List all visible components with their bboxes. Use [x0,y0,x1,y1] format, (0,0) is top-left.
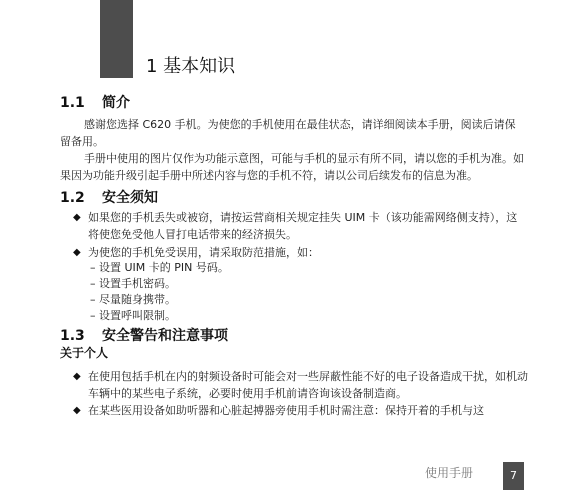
chapter-bar [100,0,133,78]
chapter-title: 1 基本知识 [146,56,236,77]
diamond-bullet-icon: ◆ [73,405,81,416]
section-number: 1.1 [60,95,85,111]
dash-item: – 设置手机密码。 [90,277,176,290]
list-item-text: 为使您的手机免受误用，请采取防范措施，如： [88,246,319,259]
list-item-text: 在某些医用设备如助听器和心脏起搏器旁使用手机时需注意：保持开着的手机与这 [88,404,484,417]
section-title: 安全须知 [102,190,158,206]
paragraph: 感谢您选择 C620 手机。为使您的手机使用在最佳状态，请详细阅读本手册，阅读后请保留备用。 [60,118,516,148]
diamond-bullet-icon: ◆ [73,212,81,223]
dash-item-text: 尽量随身携带。 [99,293,176,306]
dash-item: – 设置呼叫限制。 [90,309,176,322]
section-number: 1.2 [60,190,85,206]
dash-item: – 尽量随身携带。 [90,293,176,306]
section-heading-safety [60,188,158,208]
diamond-bullet-icon: ◆ [73,247,81,258]
section-title: 简介 [102,95,130,111]
subsection-title: 关于个人 [60,346,109,360]
section-heading-intro [60,93,130,113]
list-item [73,244,528,261]
section-heading-warnings [60,326,228,346]
dash-item-text: 设置呼叫限制。 [99,309,176,322]
footer-label: 使用手册 [425,466,474,480]
page-number: 7 [503,462,524,490]
dash-item-text: 设置 UIM 卡的 PIN 号码。 [99,261,229,274]
list-item [73,402,528,419]
section-title: 安全警告和注意事项 [102,328,228,344]
section-number: 1.3 [60,328,85,344]
list-item-text: 如果您的手机丢失或被窃，请按运营商相关规定挂失 UIM 卡（该功能需网络侧支持），这将使您免受他人冒打电话带来的经济损失。 [88,211,518,241]
dash-item: – 设置 UIM 卡的 PIN 号码。 [90,261,229,274]
list-item [73,368,528,402]
list-item-text: 在使用包括手机在内的射频设备时可能会对一些屏蔽性能不好的电子设备造成干扰，如机动车辆中的某些电子系统，必要时使用手机前请咨询该设备制造商。 [88,370,528,400]
dash-item-text: 设置手机密码。 [99,277,176,290]
paragraph: 手册中使用的图片仅作为功能示意图，可能与手机的显示有所不同，请以您的手机为准。如果因为功能升级引起手册中所述内容与您的手机不符，请以公司后续发布的信息为准。 [60,152,524,182]
diamond-bullet-icon: ◆ [73,371,81,382]
list-item [73,209,528,243]
